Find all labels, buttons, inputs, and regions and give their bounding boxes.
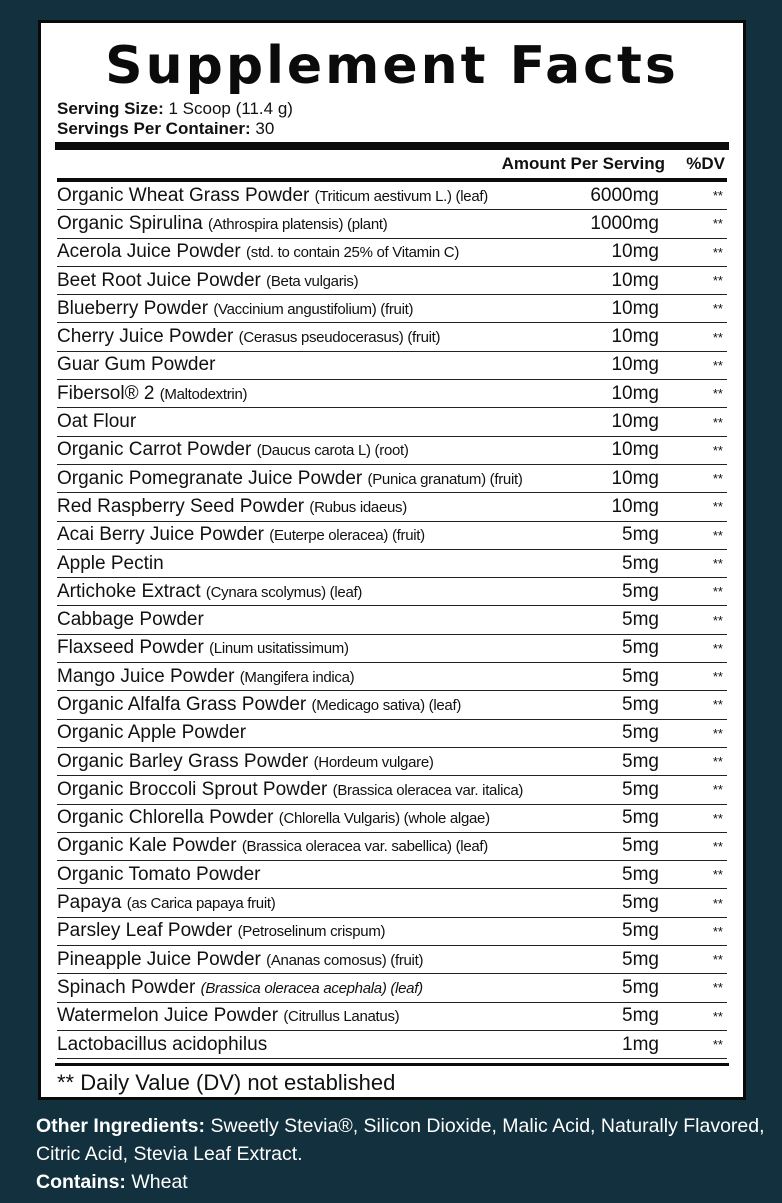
thick-divider	[55, 142, 729, 150]
ingredient-name: Organic Pomegranate Juice Powder	[57, 467, 363, 489]
ingredient-row	[57, 493, 727, 521]
ingredient-name-cell	[57, 864, 559, 886]
ingredient-name-cell	[57, 298, 559, 320]
ingredient-row	[57, 380, 727, 408]
ingredient-dv: **	[712, 697, 723, 713]
ingredient-name: Guar Gum Powder	[57, 354, 216, 376]
ingredient-source: (Brassica oleracea var. sabellica) (leaf)	[241, 838, 488, 856]
ingredient-row	[57, 578, 727, 606]
ingredient-name: Mango Juice Powder	[57, 665, 235, 687]
ingredient-amount: 5mg	[622, 835, 659, 857]
ingredient-dv: **	[712, 838, 723, 854]
amount-column-header: Amount Per Serving	[501, 154, 665, 173]
ingredient-dv: **	[712, 499, 723, 515]
ingredient-row	[57, 889, 727, 917]
ingredient-amount: 5mg	[622, 778, 659, 800]
ingredient-dv: **	[712, 725, 723, 741]
ingredient-row	[57, 465, 727, 493]
ingredient-row	[57, 720, 727, 748]
ingredient-dv: **	[712, 640, 723, 656]
ingredient-amount: 10mg	[611, 326, 659, 348]
ingredient-name: Red Raspberry Seed Powder	[57, 495, 305, 517]
footnote: ** Daily Value (DV) not established	[57, 1070, 396, 1096]
ingredient-amount: 5mg	[622, 722, 659, 744]
ingredient-name-cell	[57, 354, 559, 376]
ingredient-name-cell	[57, 581, 559, 603]
ingredient-dv: **	[712, 301, 723, 317]
ingredient-name: Organic Barley Grass Powder	[57, 750, 309, 772]
ingredient-dv: **	[712, 669, 723, 685]
ingredient-row	[57, 805, 727, 833]
ingredient-dv: **	[712, 357, 723, 373]
ingredient-name-cell	[57, 553, 559, 575]
ingredient-dv: **	[712, 556, 723, 571]
ingredient-name-cell	[57, 666, 559, 688]
ingredient-dv: **	[712, 471, 723, 487]
ingredient-name-cell	[57, 241, 559, 263]
ingredient-dv: **	[712, 980, 723, 996]
ingredient-dv: **	[712, 216, 723, 232]
ingredient-dv: **	[712, 442, 723, 458]
ingredient-row	[57, 748, 727, 776]
ingredient-dv: **	[712, 329, 723, 345]
ingredient-name: Spinach Powder	[57, 976, 196, 998]
ingredient-source: (Triticum aestivum L.) (leaf)	[314, 187, 488, 205]
ingredient-dv: **	[712, 867, 723, 883]
ingredient-source: (Cynara scolymus) (leaf)	[205, 583, 363, 601]
ingredient-amount: 10mg	[611, 382, 659, 404]
ingredient-name-cell	[57, 496, 559, 518]
ingredient-row	[57, 522, 727, 550]
ingredient-amount: 10mg	[611, 241, 659, 263]
ingredient-row	[57, 606, 727, 634]
ingredient-source: (Vaccinium angustifolium) (fruit)	[213, 300, 414, 318]
ingredient-amount: 5mg	[622, 524, 659, 546]
ingredient-name-cell	[57, 270, 559, 292]
ingredient-dv: **	[712, 527, 723, 543]
ingredient-source: (Brassica oleracea acephala) (leaf)	[200, 979, 423, 997]
ingredient-amount: 1000mg	[590, 212, 659, 234]
ingredient-amount: 5mg	[622, 637, 659, 659]
ingredient-source: (Athrospira platensis) (plant)	[208, 215, 388, 233]
ingredient-dv: **	[712, 244, 723, 260]
ingredient-row	[57, 974, 727, 1002]
ingredient-name: Acai Berry Juice Powder	[57, 524, 264, 546]
column-header-row	[57, 150, 727, 182]
ingredient-amount: 10mg	[611, 269, 659, 291]
ingredient-amount: 5mg	[622, 750, 659, 772]
ingredient-amount: 5mg	[622, 976, 659, 998]
ingredient-name-cell	[57, 751, 559, 773]
ingredient-name-cell	[57, 1034, 559, 1056]
ingredient-amount: 10mg	[611, 354, 659, 376]
ingredient-amount: 5mg	[622, 892, 659, 914]
ingredient-name: Organic Alfalfa Grass Powder	[57, 693, 307, 715]
ingredient-name: Oat Flour	[57, 411, 137, 433]
contains	[36, 1168, 766, 1196]
ingredient-amount: 5mg	[622, 665, 659, 687]
ingredient-source: (Euterpe oleracea) (fruit)	[269, 527, 425, 545]
ingredient-dv: **	[712, 1008, 723, 1024]
ingredient-dv: **	[712, 612, 723, 628]
ingredient-name: Papaya	[57, 892, 122, 914]
servings-per-container	[57, 119, 727, 139]
ingredient-row	[57, 1031, 727, 1059]
ingredient-name-cell	[57, 411, 559, 433]
ingredient-name-cell	[57, 722, 559, 744]
ingredient-dv: **	[712, 895, 723, 911]
ingredient-dv: **	[712, 273, 723, 289]
ingredient-name-cell	[57, 920, 559, 942]
ingredient-source: (Ananas comosus) (fruit)	[266, 951, 424, 969]
ingredient-name: Apple Pectin	[57, 552, 164, 574]
ingredient-name: Organic Apple Powder	[57, 722, 247, 744]
ingredient-source: (Petroselinum crispum)	[237, 923, 386, 941]
ingredient-dv: **	[712, 188, 723, 204]
ingredient-name-cell	[57, 949, 559, 971]
servings-per-container-label: Servings Per Container:	[57, 119, 251, 138]
other-ingredients-block	[36, 1112, 766, 1196]
ingredient-source: (Brassica oleracea var. italica)	[332, 781, 524, 799]
ingredient-dv: **	[712, 810, 723, 826]
ingredient-row	[57, 550, 727, 578]
supplement-facts-panel	[38, 20, 746, 1100]
ingredient-name: Parsley Leaf Powder	[57, 920, 233, 942]
ingredient-amount: 1mg	[622, 1033, 659, 1055]
ingredient-name-cell	[57, 637, 559, 659]
ingredient-name-cell	[57, 977, 559, 999]
ingredient-name-cell	[57, 835, 559, 857]
ingredient-name-cell	[57, 892, 559, 914]
ingredient-name: Organic Tomato Powder	[57, 863, 261, 885]
ingredient-name-cell	[57, 468, 559, 490]
ingredient-amount: 5mg	[622, 609, 659, 631]
ingredient-source: (Citrullus Lanatus)	[283, 1008, 400, 1026]
ingredient-source: (as Carica papaya fruit)	[126, 895, 276, 913]
ingredient-name-cell	[57, 807, 559, 829]
ingredient-row	[57, 833, 727, 861]
ingredient-row	[57, 663, 727, 691]
serving-size	[57, 99, 727, 119]
ingredient-amount: 5mg	[622, 580, 659, 602]
ingredient-row	[57, 323, 727, 351]
ingredient-name: Cherry Juice Powder	[57, 326, 234, 348]
ingredient-dv: **	[712, 952, 723, 968]
ingredient-row	[57, 635, 727, 663]
serving-size-label: Serving Size:	[57, 99, 164, 118]
ingredient-name: Beet Root Juice Powder	[57, 269, 261, 291]
ingredient-amount: 10mg	[611, 495, 659, 517]
ingredient-source: (Maltodextrin)	[159, 385, 248, 403]
ingredient-amount: 5mg	[622, 948, 659, 970]
servings-per-container-value: 30	[255, 119, 275, 138]
dv-column-header: %DV	[686, 154, 725, 173]
ingredient-source: (std. to contain 25% of Vitamin C)	[246, 244, 460, 262]
ingredient-row	[57, 1003, 727, 1031]
ingredient-name: Organic Kale Powder	[57, 835, 237, 857]
ingredient-name: Blueberry Powder	[57, 297, 209, 319]
ingredient-name: Fibersol® 2	[57, 382, 155, 404]
ingredient-source: (Daucus carota L) (root)	[256, 442, 409, 460]
ingredient-amount: 10mg	[611, 439, 659, 461]
ingredient-name: Lactobacillus acidophilus	[57, 1033, 268, 1055]
ingredient-name: Organic Carrot Powder	[57, 439, 252, 461]
ingredient-name-cell	[57, 383, 559, 405]
ingredient-name-cell	[57, 524, 559, 546]
ingredient-name: Artichoke Extract	[57, 580, 201, 602]
ingredient-source: (Rubus idaeus)	[309, 498, 407, 516]
ingredient-name: Organic Chlorella Powder	[57, 807, 274, 829]
ingredient-name-cell	[57, 439, 559, 461]
ingredient-row	[57, 267, 727, 295]
contains-value: Wheat	[131, 1171, 188, 1193]
ingredient-row	[57, 352, 727, 380]
ingredient-name: Organic Wheat Grass Powder	[57, 184, 310, 206]
ingredient-row	[57, 239, 727, 267]
ingredient-dv: **	[712, 754, 723, 770]
other-ingredients-label: Other Ingredients:	[36, 1115, 206, 1137]
ingredient-amount: 5mg	[622, 552, 659, 574]
ingredient-row	[57, 861, 727, 889]
ingredient-dv: **	[712, 1037, 723, 1053]
serving-size-value: 1 Scoop (11.4 g)	[168, 99, 293, 118]
ingredient-list	[57, 182, 727, 1059]
ingredient-name-cell	[57, 609, 559, 631]
ingredient-amount: 5mg	[622, 863, 659, 885]
ingredient-amount: 10mg	[611, 297, 659, 319]
ingredient-amount: 6000mg	[590, 184, 659, 206]
other-ingredients-text: Sweetly Stevia®, Silicon Dioxide, Malic Acid, Naturally Flavored, Citric Acid, Stevia Leaf Extract.	[36, 1115, 765, 1165]
ingredient-name: Cabbage Powder	[57, 609, 204, 631]
ingredient-source: (Punica granatum) (fruit)	[367, 470, 523, 488]
ingredient-dv: **	[712, 584, 723, 600]
ingredient-amount: 5mg	[622, 807, 659, 829]
ingredient-name: Organic Spirulina	[57, 212, 203, 234]
ingredient-dv: **	[712, 782, 723, 798]
ingredient-source: (Linum usitatissimum)	[209, 640, 349, 658]
ingredient-row	[57, 295, 727, 323]
panel-title: Supplement Facts	[105, 36, 679, 96]
ingredient-amount: 5mg	[622, 920, 659, 942]
ingredient-row	[57, 918, 727, 946]
ingredient-amount: 10mg	[611, 411, 659, 433]
ingredient-amount: 10mg	[611, 467, 659, 489]
ingredient-name-cell	[57, 779, 559, 801]
ingredient-row	[57, 691, 727, 719]
ingredient-source: (Mangifera indica)	[239, 668, 355, 686]
ingredient-row	[57, 946, 727, 974]
ingredient-name-cell	[57, 694, 559, 716]
ingredient-dv: **	[712, 923, 723, 939]
ingredient-row	[57, 408, 727, 436]
ingredient-name-cell	[57, 213, 559, 235]
ingredient-row	[57, 776, 727, 804]
other-ingredients	[36, 1112, 766, 1168]
ingredient-dv: **	[712, 386, 723, 402]
ingredient-name-cell	[57, 1005, 559, 1027]
ingredient-dv: **	[712, 414, 723, 430]
ingredient-amount: 5mg	[622, 1005, 659, 1027]
ingredient-name: Pineapple Juice Powder	[57, 948, 261, 970]
ingredient-name: Organic Broccoli Sprout Powder	[57, 778, 328, 800]
ingredient-row	[57, 210, 727, 238]
ingredient-name-cell	[57, 185, 559, 207]
ingredient-source: (Cerasus pseudocerasus) (fruit)	[238, 329, 441, 347]
ingredient-name: Flaxseed Powder	[57, 637, 204, 659]
ingredient-name-cell	[57, 326, 559, 348]
contains-label: Contains:	[36, 1171, 126, 1193]
ingredient-source: (Medicago sativa) (leaf)	[311, 696, 462, 714]
ingredient-source: (Beta vulgaris)	[266, 272, 359, 290]
ingredient-source: (Hordeum vulgare)	[313, 753, 434, 771]
ingredient-name: Acerola Juice Powder	[57, 241, 241, 263]
ingredient-row	[57, 437, 727, 465]
ingredient-amount: 5mg	[622, 693, 659, 715]
ingredient-row	[57, 182, 727, 210]
ingredient-source: (Chlorella Vulgaris) (whole algae)	[278, 810, 490, 828]
ingredient-name: Watermelon Juice Powder	[57, 1005, 279, 1027]
